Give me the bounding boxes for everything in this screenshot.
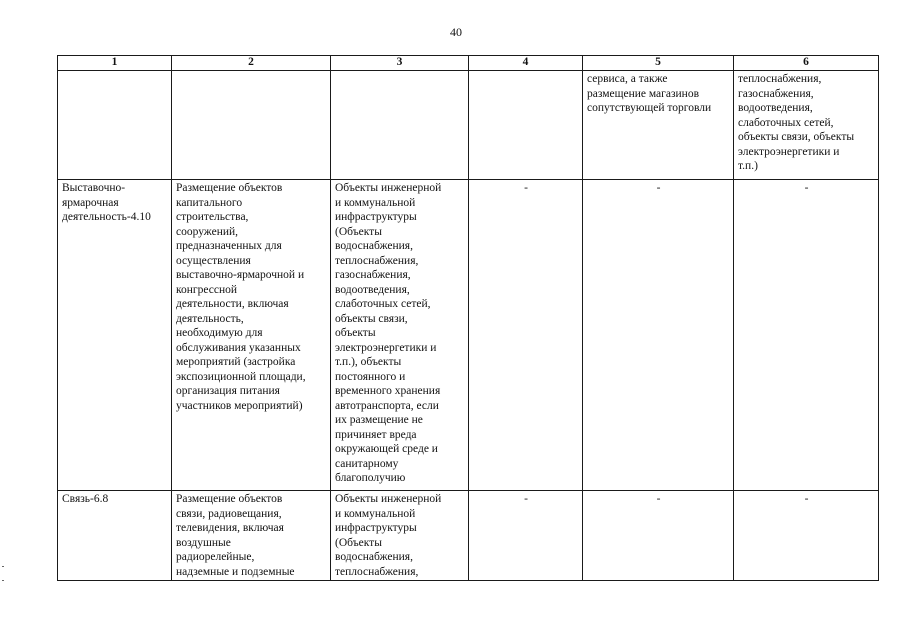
table-cell-col4: -: [469, 491, 583, 581]
column-header: 1: [58, 56, 172, 71]
scan-edge-mark: [2, 566, 4, 567]
page-number: 40: [450, 25, 462, 39]
table-cell-col5: сервиса, а также размещение магазинов сопутствующей торговли: [583, 71, 734, 180]
column-header: 2: [172, 56, 331, 71]
column-header: 5: [583, 56, 734, 71]
table-cell-col5: -: [583, 491, 734, 581]
table-cell-col5: -: [583, 180, 734, 491]
column-header: 3: [331, 56, 469, 71]
table-cell-col4: -: [469, 180, 583, 491]
table-cell-use-type: [58, 71, 172, 180]
land-use-table: [57, 55, 879, 581]
table-row: [58, 71, 879, 180]
table-cell-description: [172, 71, 331, 180]
table-cell-col6: -: [734, 180, 879, 491]
table-row: [58, 180, 879, 491]
column-header: 6: [734, 56, 879, 71]
table-cell-description: Размещение объектов капитального строительства, сооружений, предназначенных для осуществления выставочно-ярмарочной и конгрессной деятельности, включая деятельность, необходимую для обслуживания указанных мероприятий (застройка экспозиционной площади, организация питания участников мероприятий): [172, 180, 331, 491]
table-row: [58, 491, 879, 581]
table-cell-col6: теплоснабжения, газоснабжения, водоотведения, слаботочных сетей, объекты связи, объекты электроэнергетики и т.п.): [734, 71, 879, 180]
table-cell-use-type: Выставочно- ярмарочная деятельность-4.10: [58, 180, 172, 491]
table-cell-col4: [469, 71, 583, 180]
column-header: 4: [469, 56, 583, 71]
table-cell-auxiliary: [331, 71, 469, 180]
scan-edge-mark: [2, 580, 4, 581]
table-cell-auxiliary: Объекты инженерной и коммунальной инфраструктуры (Объекты водоснабжения, теплоснабжения,: [331, 491, 469, 581]
table-cell-use-type: Связь-6.8: [58, 491, 172, 581]
table-cell-col6: -: [734, 491, 879, 581]
table-header-row: [58, 56, 879, 71]
table-cell-auxiliary: Объекты инженерной и коммунальной инфраструктуры (Объекты водоснабжения, теплоснабжения, газоснабжения, водоотведения, слаботочных сетей, объекты связи, объекты электроэнергетики и т.п.), объекты постоянного и временного хранения автотранспорта, если их размещение не причиняет вреда окружающей среде и санитарному благополучию: [331, 180, 469, 491]
table-cell-description: Размещение объектов связи, радиовещания, телевидения, включая воздушные радиорелейные, надземные и подземные: [172, 491, 331, 581]
